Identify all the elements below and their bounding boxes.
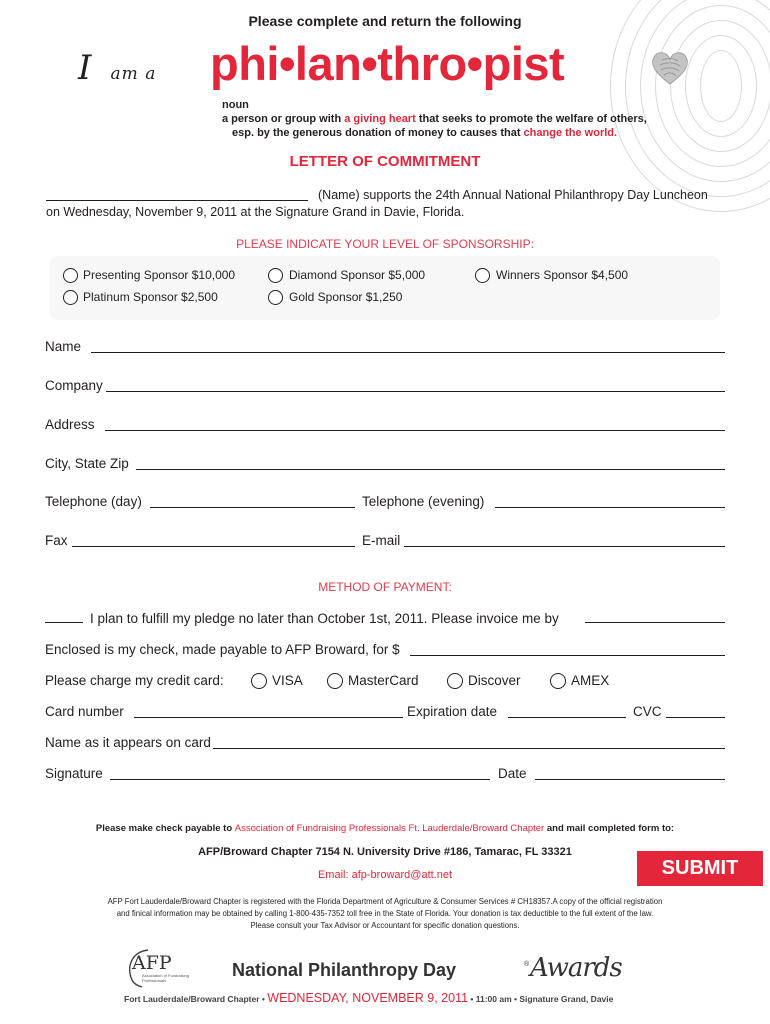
name-on-card-input[interactable] <box>213 733 725 749</box>
telephone-evening-label: Telephone (evening) <box>362 494 485 509</box>
signature-label: Signature <box>45 766 103 781</box>
radio-platinum-sponsor[interactable] <box>63 290 78 305</box>
npd-title: National Philanthropy Day <box>232 960 457 980</box>
name-on-card-label: Name as it appears on card <box>45 735 211 750</box>
radio-presenting-sponsor[interactable] <box>63 268 78 283</box>
disclaimer <box>0 896 770 932</box>
disclaimer-line-2: and finical information may be obtained by calling 1-800-435-7352 toll free in the State of Florida. Your donation is tax deductible to the full extent of the law. <box>116 909 654 918</box>
afp-logo-text: AFP <box>132 952 172 974</box>
signature-underline <box>110 779 490 780</box>
check-amount-input[interactable] <box>410 640 725 656</box>
expiration-underline <box>508 717 626 718</box>
i-letter: I <box>78 48 92 88</box>
radio-winners-sponsor[interactable] <box>475 268 490 283</box>
pledge-checkbox-input[interactable] <box>45 607 83 623</box>
telephone-day-label: Telephone (day) <box>45 494 142 509</box>
definition-line-1: a person or group with a giving heart that seeks to promote the welfare of others, <box>222 113 647 125</box>
city-state-zip-label: City, State Zip <box>45 456 129 471</box>
radio-diamond-sponsor[interactable] <box>268 268 283 283</box>
card-mastercard-label: MasterCard <box>348 673 419 688</box>
payment-heading: METHOD OF PAYMENT: <box>318 580 452 594</box>
company-label: Company <box>45 378 103 393</box>
city-state-zip-input[interactable] <box>136 454 725 470</box>
contact-email: Email: afp-broward@att.net <box>317 869 453 881</box>
pledge-text: I plan to fulfill my pledge no later than October 1st, 2011. Please invoice me by <box>90 611 559 626</box>
company-underline <box>106 391 725 392</box>
signature-input[interactable] <box>110 764 490 780</box>
submit-button[interactable]: SUBMIT <box>637 851 763 886</box>
mailing-address: AFP/Broward Chapter 7154 N. University Drive #186, Tamarac, FL 33321 <box>198 846 572 858</box>
heart-icon <box>650 50 690 86</box>
option-presenting-sponsor: Presenting Sponsor $10,000 <box>83 268 236 282</box>
email-underline <box>404 546 725 547</box>
chapter-text: Fort Lauderdale/Broward Chapter • <box>124 994 265 1004</box>
cvc-underline <box>666 717 725 718</box>
awards-script: Awards <box>530 953 622 983</box>
disclaimer-line-3: Please consult your Tax Advisor or Accountant for specific donation questions. <box>250 921 520 930</box>
telephone-day-underline <box>150 507 355 508</box>
address-underline <box>105 430 725 431</box>
radio-visa[interactable] <box>251 673 267 689</box>
letter-line-2: on Wednesday, November 9, 2011 at the Signature Grand in Davie, Florida. <box>46 205 465 219</box>
afp-logo-subtext: Association of Fundraising Professionals <box>142 973 189 983</box>
header-top-line: Please complete and return the following <box>248 13 522 29</box>
definition-block <box>222 98 647 140</box>
part-of-speech: noun <box>222 99 249 111</box>
payable-instructions: Please make check payable to Association of Fundraising Professionals Ft. Lauderdale/Broward Chapter and mail completed form to: <box>95 823 675 834</box>
am-a-text: am a <box>110 64 157 84</box>
pledge-underline <box>45 622 83 623</box>
city-state-zip-underline <box>136 469 725 470</box>
cvc-input[interactable] <box>666 702 725 718</box>
name-input[interactable] <box>91 337 725 353</box>
card-number-underline <box>134 717 403 718</box>
card-discover-label: Discover <box>468 673 521 688</box>
sponsorship-panel <box>50 256 720 320</box>
email-label: E-mail <box>362 533 401 548</box>
email-input[interactable] <box>404 531 725 547</box>
telephone-day-input[interactable] <box>150 492 355 508</box>
option-winners-sponsor: Winners Sponsor $4,500 <box>496 268 629 282</box>
fax-underline <box>72 546 355 547</box>
charge-text: Please charge my credit card: <box>45 673 224 688</box>
card-number-label: Card number <box>45 704 124 719</box>
check-text: Enclosed is my check, made payable to AFP Broward, for $ <box>45 642 400 657</box>
card-amex-label: AMEX <box>571 673 610 688</box>
card-visa-label: VISA <box>272 673 303 688</box>
address-input[interactable] <box>105 415 725 431</box>
date-input[interactable] <box>535 764 725 780</box>
philanthropist-word: phi•lan•thro•pist <box>210 37 565 90</box>
address-label: Address <box>45 417 95 432</box>
supporter-name-input[interactable] <box>46 185 308 201</box>
date-underline <box>535 779 725 780</box>
supporter-name-underline <box>46 200 308 201</box>
name-underline <box>91 352 725 353</box>
event-date: WEDNESDAY, NOVEMBER 9, 2011 <box>267 991 469 1005</box>
company-input[interactable] <box>106 376 725 392</box>
radio-discover[interactable] <box>447 673 463 689</box>
fax-input[interactable] <box>72 531 355 547</box>
option-gold-sponsor: Gold Sponsor $1,250 <box>289 290 403 304</box>
radio-amex[interactable] <box>550 673 566 689</box>
expiration-input[interactable] <box>508 702 626 718</box>
definition-line-2: esp. by the generous donation of money to causes that change the world. <box>232 127 618 139</box>
expiration-label: Expiration date <box>407 704 498 719</box>
card-number-input[interactable] <box>134 702 403 718</box>
invoice-date-underline <box>585 622 725 623</box>
npd-registered-mark: ® <box>524 961 530 968</box>
telephone-evening-underline <box>495 507 725 508</box>
name-on-card-underline <box>213 748 725 749</box>
event-line <box>124 991 613 1005</box>
letter-title: LETTER OF COMMITMENT <box>289 153 481 170</box>
option-diamond-sponsor: Diamond Sponsor $5,000 <box>289 268 426 282</box>
telephone-evening-input[interactable] <box>495 492 725 508</box>
invoice-date-input[interactable] <box>585 607 725 623</box>
disclaimer-line-1: AFP Fort Lauderdale/Broward Chapter is registered with the Florida Department of Agriculture & Consumer Services # CH18357.A copy of the official registration <box>107 897 663 906</box>
letter-line-1: (Name) supports the 24th Annual National Philanthropy Day Luncheon <box>318 188 708 202</box>
sponsorship-heading: PLEASE INDICATE YOUR LEVEL OF SPONSORSHIP: <box>236 237 534 251</box>
date-label: Date <box>498 766 527 781</box>
afp-logo <box>122 946 189 990</box>
i-am-a-script <box>78 48 156 88</box>
check-amount-underline <box>410 655 725 656</box>
name-label: Name <box>45 339 82 354</box>
option-platinum-sponsor: Platinum Sponsor $2,500 <box>83 290 218 304</box>
radio-mastercard[interactable] <box>327 673 343 689</box>
radio-gold-sponsor[interactable] <box>268 290 283 305</box>
cvc-label: CVC <box>633 704 662 719</box>
event-details: • 11:00 am • Signature Grand, Davie <box>470 994 614 1004</box>
fax-label: Fax <box>45 533 68 548</box>
